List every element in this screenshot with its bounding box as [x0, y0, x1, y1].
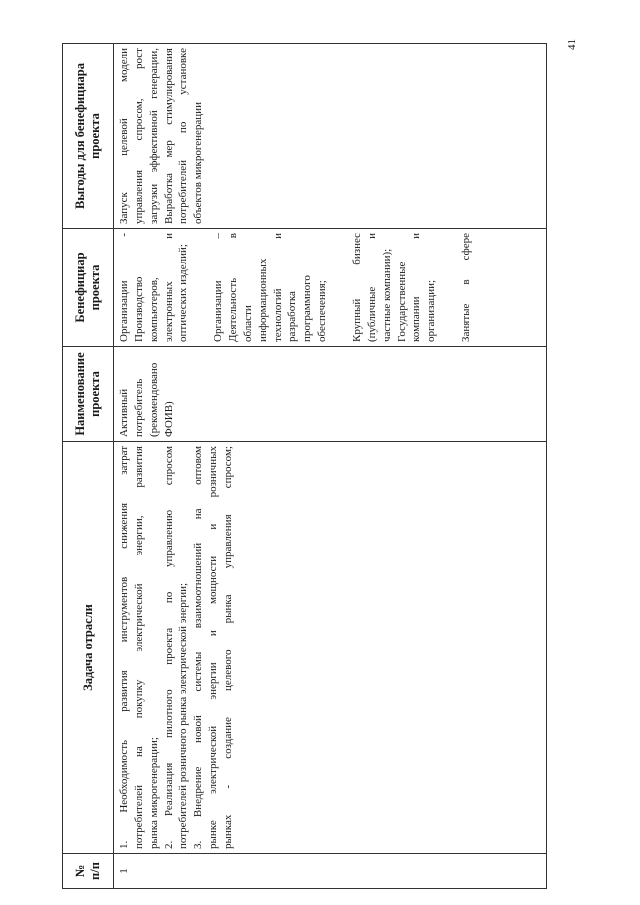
- beneficiary-line: компании и: [410, 233, 423, 342]
- beneficiary-line: технологий и: [271, 233, 284, 342]
- beneficiary-line: Деятельность в: [227, 233, 240, 342]
- benefits-line: Выработка мер стимулирования: [162, 48, 175, 224]
- beneficiary-line: электронных и: [162, 233, 175, 342]
- task-line: 3. Внедрение новой системы взаимоотношений на оптовом: [192, 446, 205, 849]
- cell-beneficiary: [114, 229, 547, 347]
- cell-task: [114, 442, 547, 854]
- project-name-line: (рекомендовано: [147, 362, 160, 437]
- table-row: [114, 44, 547, 889]
- cell-num: 1: [114, 854, 547, 889]
- beneficiary-line: оптических изделий;: [177, 244, 190, 342]
- task-line: рынках - создание целевого рынка управления спросом;: [221, 446, 234, 849]
- benefits-line: потребителей по установке: [177, 48, 190, 224]
- project-name-line: потребитель: [132, 378, 145, 437]
- task-line: потребителей розничного рынка электрической энергии;: [177, 582, 190, 849]
- beneficiary-line: организации;: [425, 279, 438, 342]
- beneficiary-line: разработка: [286, 291, 299, 342]
- beneficiary-line: программного: [301, 275, 314, 342]
- benefits-line: управления спросом, рост: [132, 48, 145, 224]
- beneficiary-line: Государственные: [395, 261, 408, 342]
- benefits-line: объектов микрогенерации: [192, 102, 205, 224]
- beneficiary-line: Организации -: [118, 233, 130, 342]
- header-benefits: Выгоды для бенефициара проекта: [63, 44, 114, 229]
- header-beneficiary: Бенефициар проекта: [63, 229, 114, 347]
- beneficiary-group: [459, 233, 474, 342]
- beneficiary-line: (публичные и: [365, 233, 378, 342]
- beneficiary-line: обеспечения;: [316, 280, 329, 342]
- beneficiary-line: частные компании);: [380, 248, 393, 342]
- benefits-line: загрузки эффективной генерации,: [147, 48, 160, 224]
- project-name-line: Активный: [118, 388, 130, 437]
- cell-benefits: [114, 44, 547, 229]
- task-line: рынке электрической энергии и мощности и розничных: [207, 446, 220, 849]
- task-line: 1. Необходимость развития инструментов снижения затрат: [118, 446, 130, 849]
- beneficiary-line: Организации –: [212, 233, 225, 342]
- rotated-table-container: [62, 44, 547, 889]
- header-task: Задача отрасли: [63, 442, 114, 854]
- beneficiary-group: [211, 233, 330, 342]
- table-header-row: [63, 44, 114, 889]
- task-line: потребителей на покупку электрической энергии, развития: [132, 446, 145, 849]
- page-number: 41: [566, 39, 578, 50]
- beneficiary-line: компьютеров,: [147, 277, 160, 342]
- beneficiary-line: области: [241, 305, 254, 342]
- projects-table: [62, 43, 547, 889]
- beneficiary-line: Крупный бизнес: [350, 233, 363, 342]
- beneficiary-line: Занятые в сфере: [460, 233, 473, 342]
- project-name-line: ФОИВ): [162, 401, 175, 437]
- header-project-name: Наименование проекта: [63, 347, 114, 442]
- cell-project-name: [114, 347, 547, 442]
- beneficiary-line: Производство: [132, 276, 145, 342]
- task-line: рынка микрогенерации;: [147, 737, 160, 849]
- beneficiary-line: информационных: [256, 258, 269, 342]
- benefits-line: Запуск целевой модели: [118, 48, 130, 224]
- beneficiary-group: [117, 233, 191, 342]
- task-line: 2. Реализация пилотного проекта по управлению спросом: [162, 446, 175, 849]
- beneficiary-group: [350, 233, 439, 342]
- header-num: № п/п: [63, 854, 114, 889]
